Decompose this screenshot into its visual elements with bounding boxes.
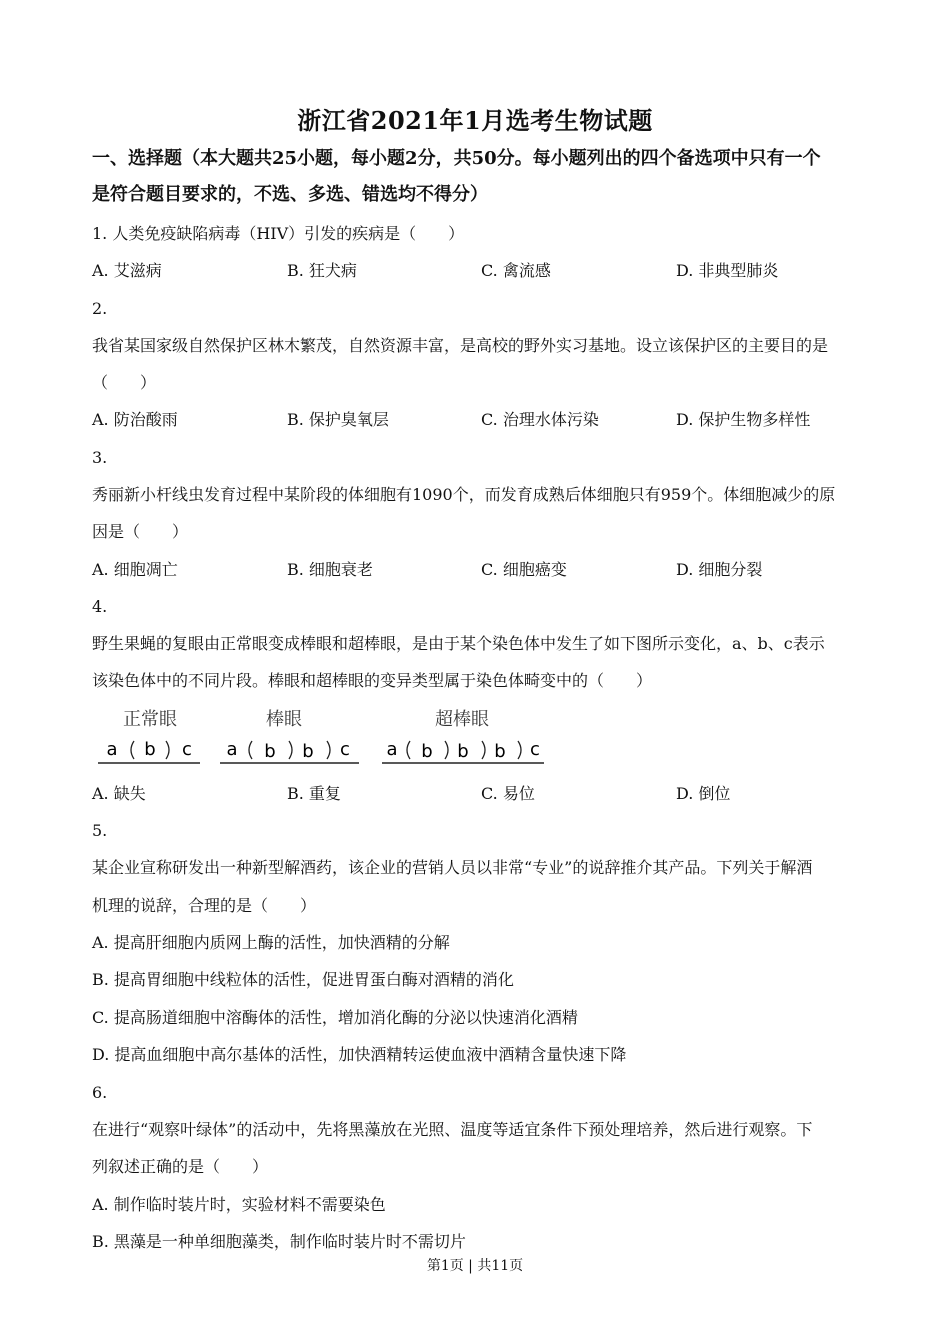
q5-option-b: B. 提高胃细胞中线粒体的活性，促进胃蛋白酶对酒精的消化 [92, 970, 514, 989]
segment-ultrabar-c: c [530, 739, 540, 760]
page-title: 浙江省2021年1月选考生物试题 [297, 106, 653, 135]
segment-bar-c: c [340, 739, 350, 760]
q1-option-c: C. 禽流感 [481, 261, 551, 280]
question-5-number: 5. [92, 821, 108, 840]
section-heading [92, 141, 862, 213]
segment-ultrabar-a: a [386, 739, 398, 760]
segment-ultrabar-b1: b [421, 741, 433, 762]
question-6-number: 6. [92, 1083, 108, 1102]
q4-option-a: A. 缺失 [92, 784, 146, 803]
question-3-stem-line2: 因是（ ） [92, 522, 189, 541]
segment-normal-a: a [106, 739, 118, 760]
q1-option-a: A. 艾滋病 [92, 261, 162, 280]
question-4-number: 4. [92, 597, 108, 616]
segment-ultrabar-b3: b [494, 741, 506, 762]
question-6-stem-line2: 列叙述正确的是（ ） [92, 1157, 269, 1176]
q4-option-d: D. 倒位 [676, 784, 731, 803]
bracket-ultrabar-2 [445, 741, 448, 759]
q6-option-b: B. 黑藻是一种单细胞藻类，制作临时装片时不需切片 [92, 1232, 466, 1251]
question-1-stem: 1. 人类免疫缺陷病毒（HIV）引发的疾病是（ ） [92, 224, 465, 243]
section-heading-line2: 是符合题目要求的，不选、多选、错选均不得分） [92, 184, 488, 205]
q6-option-a: A. 制作临时装片时，实验材料不需要染色 [92, 1195, 386, 1214]
section-heading-line1: 一、选择题（本大题共25小题，每小题2分，共50分。每小题列出的四个备选项中只有一个 [92, 148, 821, 169]
q5-option-d: D. 提高血细胞中高尔基体的活性，加快酒精转运使血液中酒精含量快速下降 [92, 1045, 627, 1064]
bracket-ultrabar-3 [482, 741, 485, 759]
bracket-bar-3 [327, 741, 330, 759]
segment-bar-a: a [226, 739, 238, 760]
q3-option-a: A. 细胞凋亡 [92, 560, 178, 579]
figure-label-bar: 棒眼 [266, 709, 302, 730]
q2-option-d: D. 保护生物多样性 [676, 410, 811, 429]
question-4-stem-line1: 野生果蝇的复眼由正常眼变成棒眼和超棒眼，是由于某个染色体中发生了如下图所示变化，a、b、c表示 [92, 634, 825, 653]
q1-option-b: B. 狂犬病 [287, 261, 357, 280]
figure-label-ultrabar: 超棒眼 [435, 709, 489, 730]
question-5-stem-line1: 某企业宣称研发出一种新型解酒药，该企业的营销人员以非常“专业”的说辞推介其产品。下列关于解酒 [92, 858, 813, 877]
bracket-bar-2 [289, 741, 292, 759]
q5-option-a: A. 提高肝细胞内质网上酶的活性，加快酒精的分解 [92, 933, 450, 952]
q3-option-d: D. 细胞分裂 [676, 560, 763, 579]
segment-ultrabar-b2: b [457, 741, 469, 762]
q2-option-c: C. 治理水体污染 [481, 410, 599, 429]
q2-option-b: B. 保护臭氧层 [287, 410, 389, 429]
q5-option-c: C. 提高肠道细胞中溶酶体的活性，增加消化酶的分泌以快速消化酒精 [92, 1008, 578, 1027]
question-2-stem-line1: 我省某国家级自然保护区林木繁茂，自然资源丰富，是高校的野外实习基地。设立该保护区的主要目的是 [92, 336, 829, 355]
bracket-ultrabar-1 [407, 741, 410, 759]
segment-bar-b2: b [302, 741, 314, 762]
q2-option-a: A. 防治酸雨 [92, 410, 178, 429]
segment-normal-b: b [144, 739, 156, 760]
question-4-stem-line2: 该染色体中的不同片段。棒眼和超棒眼的变异类型属于染色体畸变中的（ ） [92, 671, 653, 690]
page-footer: 第1页 | 共11页 [426, 1258, 524, 1274]
bracket-ultrabar-4 [518, 741, 521, 759]
q3-option-c: C. 细胞癌变 [481, 560, 567, 579]
question-3-stem-line1: 秀丽新小杆线虫发育过程中某阶段的体细胞有1090个，而发育成熟后体细胞只有959个。体细胞减少的原 [92, 485, 836, 504]
bracket-normal-left [131, 741, 134, 759]
question-2-number: 2. [92, 299, 108, 318]
question-3-number: 3. [92, 448, 108, 467]
segment-normal-c: c [182, 739, 192, 760]
q4-option-b: B. 重复 [287, 784, 341, 803]
question-6-stem-line1: 在进行“观察叶绿体”的活动中，先将黑藻放在光照、温度等适宜条件下预处理培养，然后进行观察。下 [92, 1120, 813, 1139]
q3-option-b: B. 细胞衰老 [287, 560, 373, 579]
question-2-stem-line2: （ ） [92, 373, 157, 392]
segment-bar-b1: b [264, 741, 276, 762]
q4-option-c: C. 易位 [481, 784, 535, 803]
q1-option-d: D. 非典型肺炎 [676, 261, 779, 280]
figure-label-normal: 正常眼 [123, 709, 177, 730]
bracket-normal-right [166, 741, 169, 759]
question-5-stem-line2: 机理的说辞，合理的是（ ） [92, 896, 317, 915]
bracket-bar-1 [249, 741, 252, 759]
chromosome-figure [92, 705, 562, 767]
